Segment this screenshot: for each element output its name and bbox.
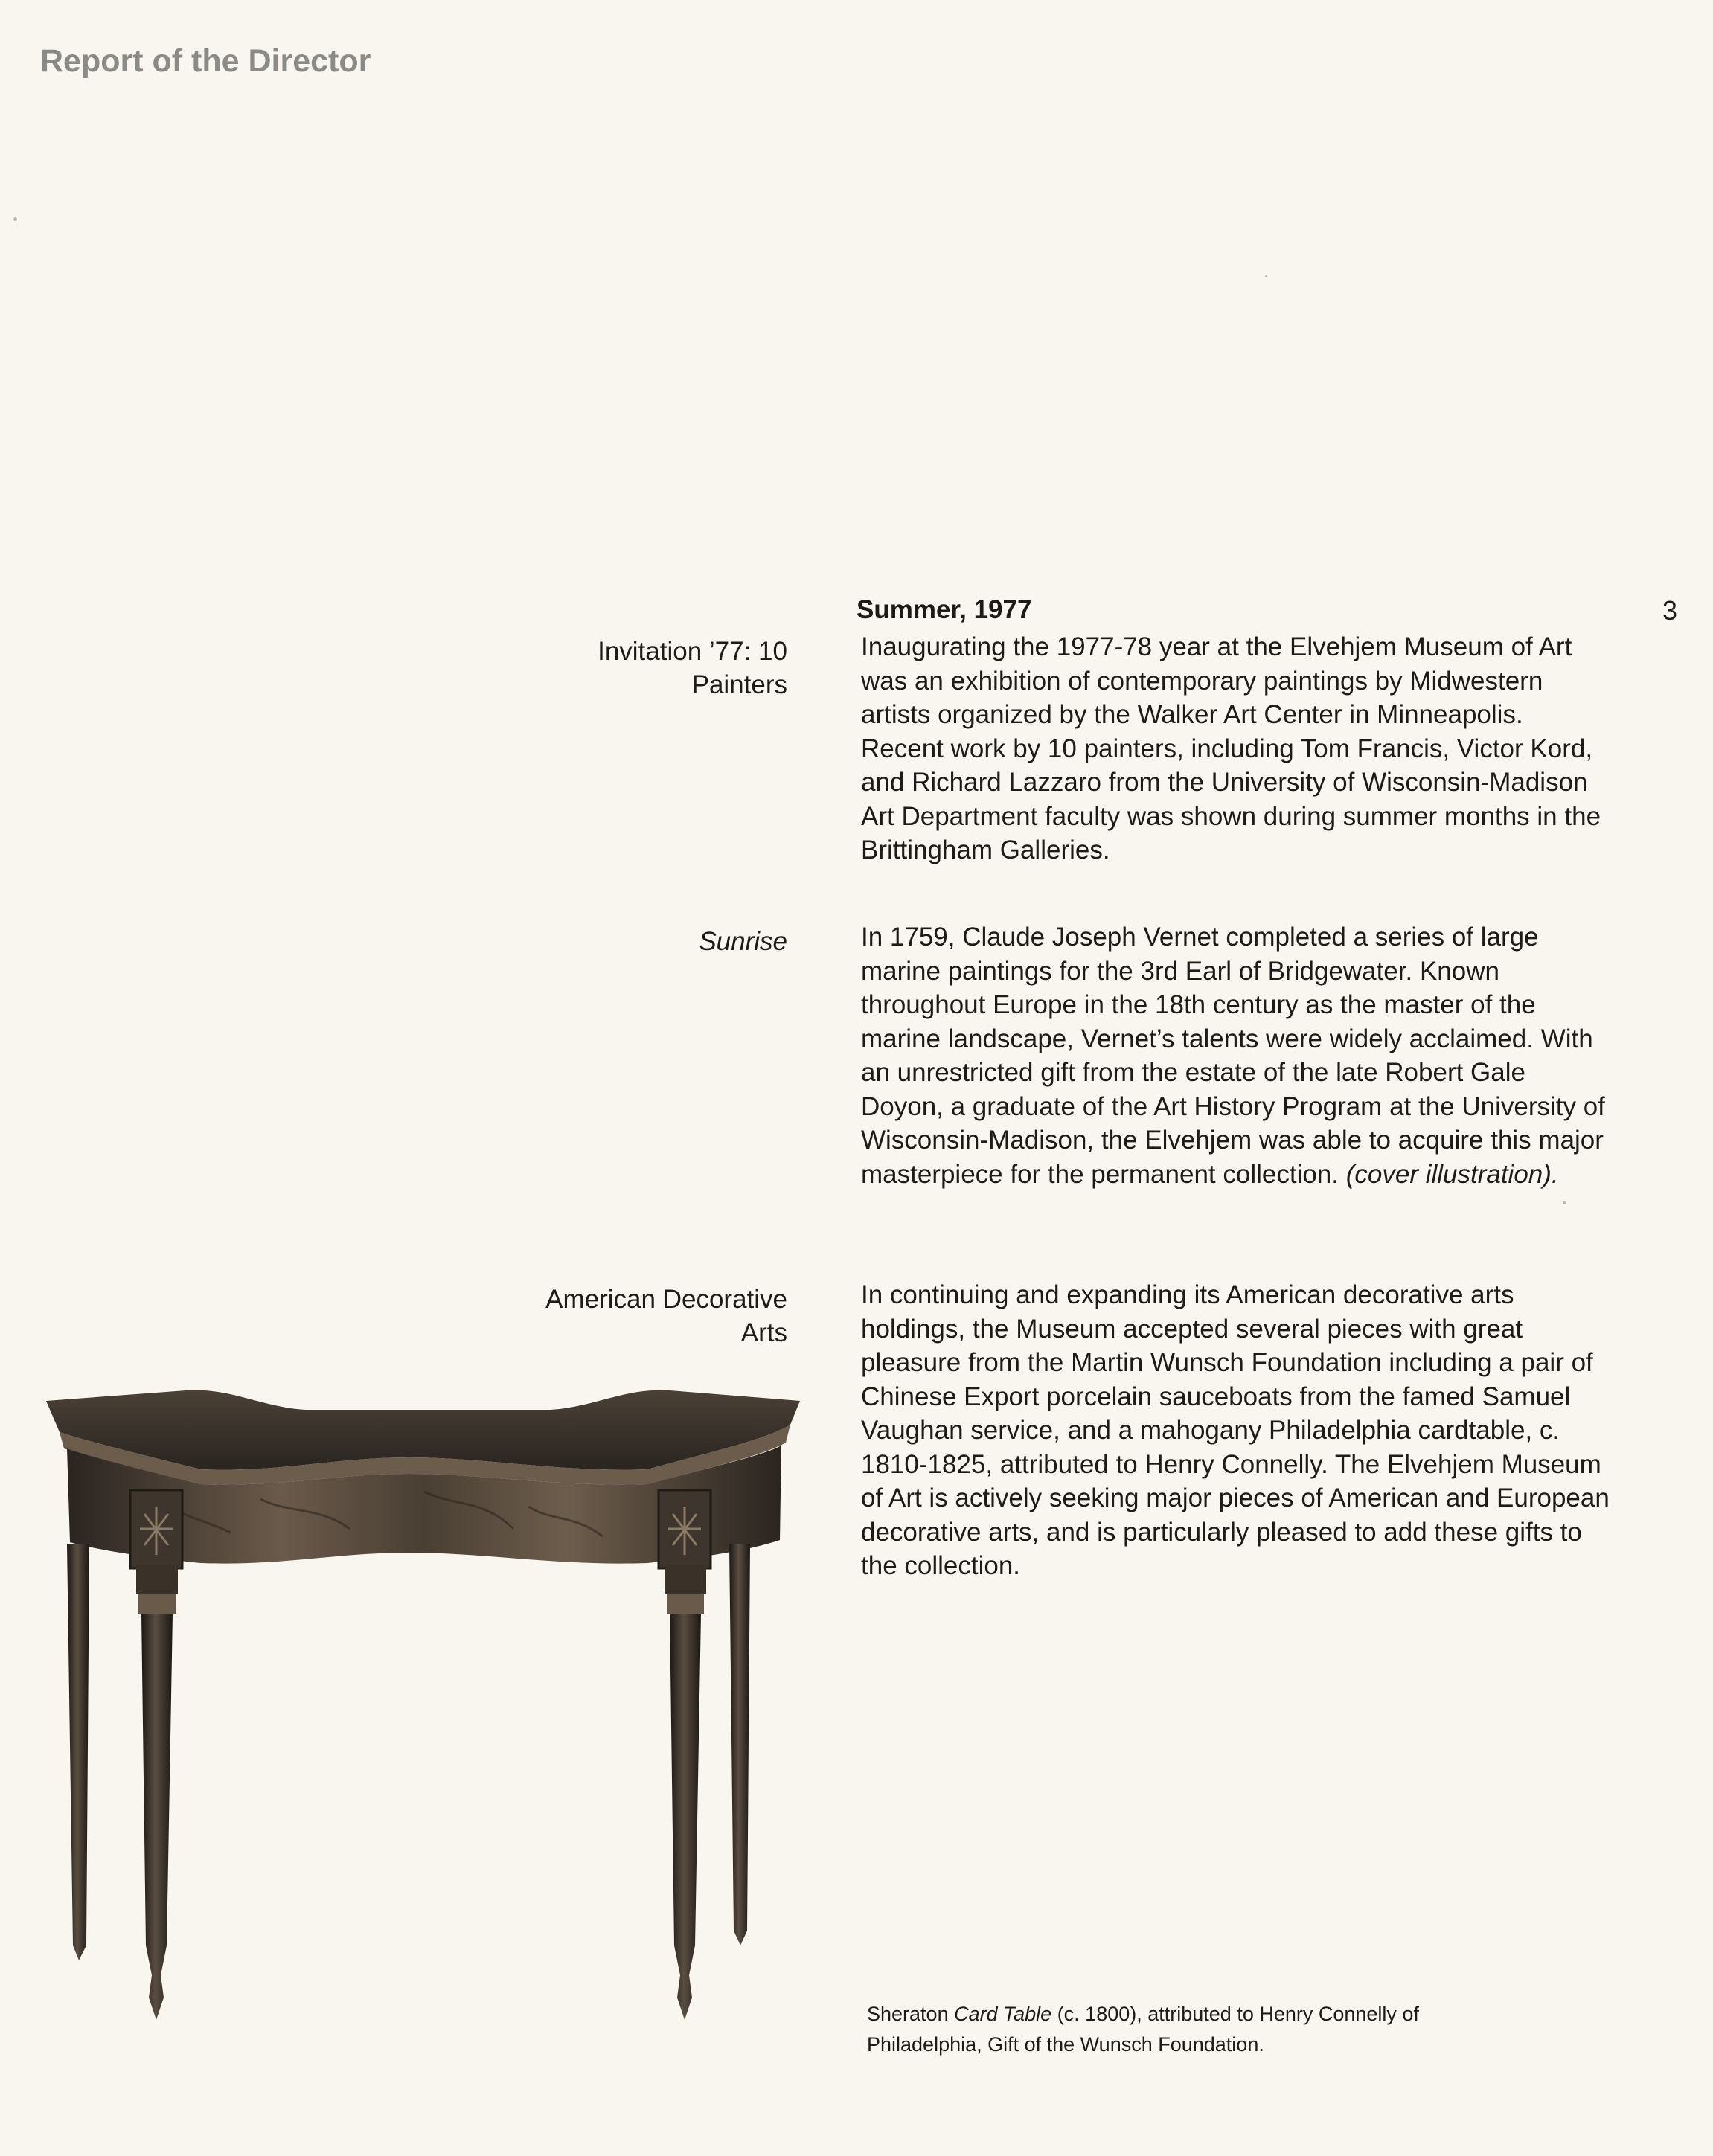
sidehead-decorative-line1: American Decorative xyxy=(545,1285,787,1314)
sidehead-sunrise: Sunrise xyxy=(699,927,787,956)
sidehead-decorative-line2: Arts xyxy=(740,1318,787,1347)
paragraph-3-text: In continuing and expanding its American decorative arts holdings, the Museum accepted several pieces with great pleasure from the Martin Wunsch Foundation including a pair of Chinese Export porcelain sauceboats from the famed Samuel Vaughan service, and a mahogany Philadelphia cardtable, c. 1810-1825, attributed to Henry Connelly. The Elvehjem Museum of Art is actively seeking major pieces of American and European decorative arts, and is particularly pleased to add these gifts to the collection. xyxy=(861,1280,1610,1580)
caption-rest: (c. 1800), attributed to Henry Connelly of Philadelphia, Gift of the Wunsch Foundation. xyxy=(867,2003,1419,2056)
back-leg-right xyxy=(729,1544,750,1945)
page-number: 3 xyxy=(1662,595,1678,626)
sidehead-invitation xyxy=(475,635,787,702)
sidehead-decorative-arts xyxy=(475,1283,787,1350)
paragraph-walker-exhibition xyxy=(861,630,1613,867)
paragraph-vernet xyxy=(861,920,1613,1191)
cover-illustration-note: (cover illustration). xyxy=(1345,1159,1559,1189)
caption-prefix: Sheraton xyxy=(867,2003,955,2025)
running-header: Report of the Director xyxy=(40,43,371,79)
paragraph-1-text: Inaugurating the 1977-78 year at the Elvehjem Museum of Art was an exhibition of contemporary paintings by Midwestern artists organized by the Walker Art Center in Minneapolis. Recent work by 10 painters, including Tom Francis, Victor Kord, and Richard Lazzaro from the University of Wisconsin-Madison Art Department faculty was shown during summer months in the Brittingham Galleries. xyxy=(861,632,1601,864)
section-heading: Summer, 1977 xyxy=(856,595,1032,624)
photo-caption xyxy=(867,1999,1537,2060)
sidehead-invitation-line2: Painters xyxy=(691,670,787,699)
paragraph-2-text xyxy=(861,920,1613,1191)
paragraph-2-body: In 1759, Claude Joseph Vernet completed a series of large marine paintings for the 3rd Earl of Bridgewater. Known throughout Europe in the 18th century as the master of the marine landscape, Vernet’s talents were widely acclaimed. With an unrestricted gift from the estate of the late Robert Gale Doyon, a graduate of the Art History Program at the University of Wisconsin-Madison, the Elvehjem was able to acquire this major masterpiece for the permanent collection. xyxy=(861,923,1605,1189)
caption-title: Card Table xyxy=(954,2003,1052,2025)
front-leg-left xyxy=(136,1565,178,2020)
paragraph-decorative-arts xyxy=(861,1278,1613,1583)
front-leg-right xyxy=(665,1565,706,2020)
paper-speck xyxy=(1265,275,1267,277)
paper-speck xyxy=(1563,1201,1566,1204)
back-leg-left xyxy=(67,1544,89,1960)
sidehead-invitation-line1: Invitation ’77: 10 xyxy=(598,637,787,666)
card-table-photo xyxy=(37,1380,819,2035)
paper-speck xyxy=(13,217,17,221)
